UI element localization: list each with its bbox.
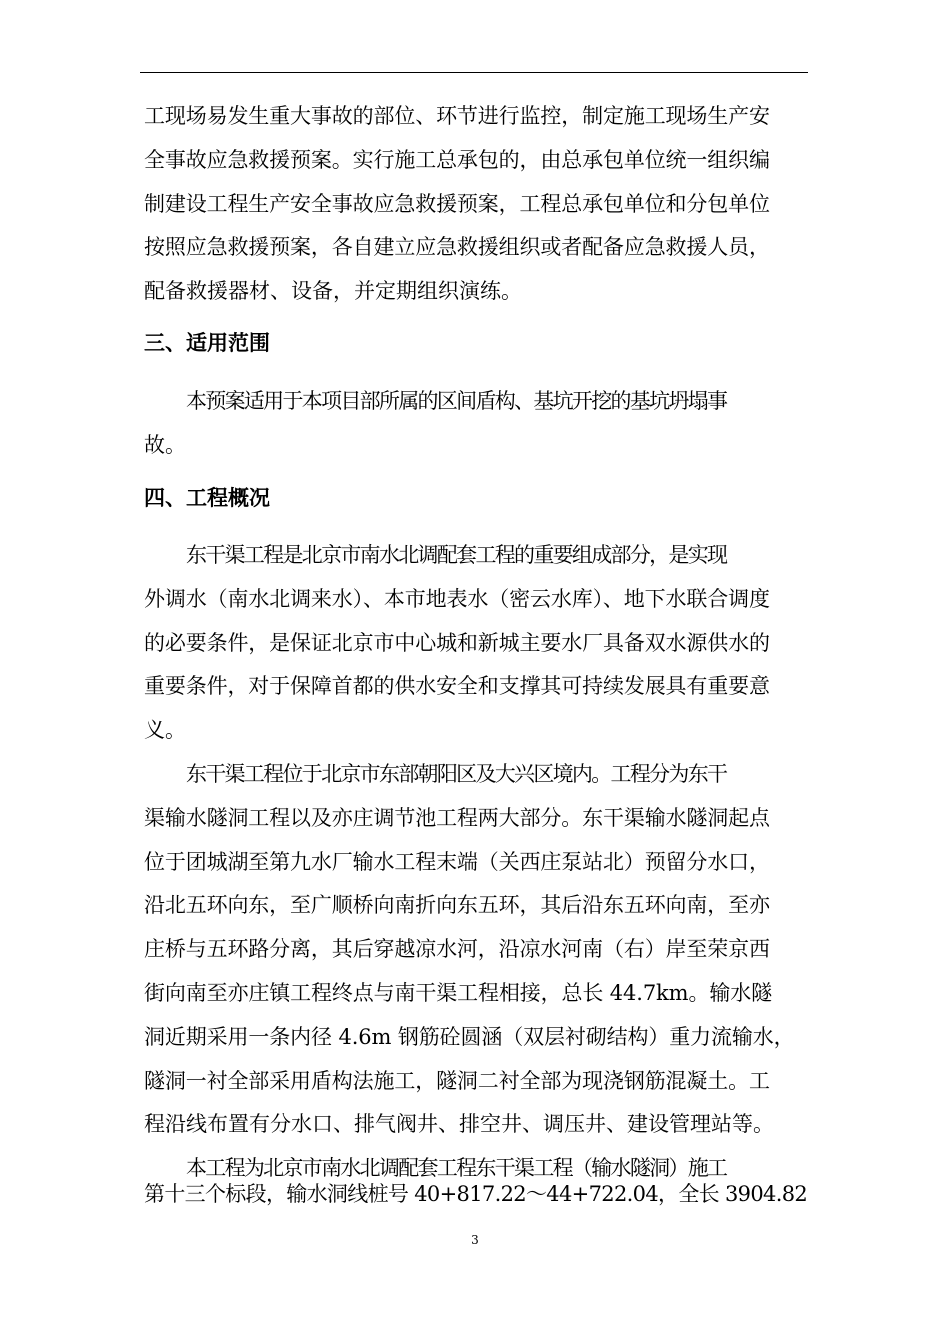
- body-text-line: 工现场易发生重大事故的部位、环节进行监控，制定施工现场生产安: [144, 104, 770, 128]
- page-number: 3: [471, 1233, 479, 1247]
- body-text-line: 本工程为北京市南水北调配套工程东干渠工程（输水隧洞）施工: [186, 1156, 727, 1180]
- body-text-line: 外调水（南水北调来水）、本市地表水（密云水库）、地下水联合调度: [144, 587, 770, 611]
- section-heading-scope: 三、适用范围: [144, 330, 270, 355]
- body-text-line: 隧洞一衬全部采用盾构法施工，隧洞二衬全部为现浇钢筋混凝土。工: [144, 1069, 770, 1093]
- body-text-line: 按照应急救援预案，各自建立应急救援组织或者配备应急救援人员，: [144, 235, 770, 259]
- body-text-line: 制建设工程生产安全事故应急救援预案，工程总承包单位和分包单位: [144, 192, 770, 216]
- body-text-line: 庄桥与五环路分离，其后穿越凉水河，沿凉水河南（右）岸至荣京西: [144, 937, 770, 961]
- body-text-line: 沿北五环向东，至广顺桥向南折向东五环，其后沿东五环向南，至亦: [144, 893, 770, 917]
- body-text-line: 的必要条件，是保证北京市中心城和新城主要水厂具备双水源供水的: [144, 631, 770, 655]
- body-text-line: 故。: [144, 433, 186, 457]
- section-heading-overview: 四、工程概况: [144, 485, 270, 510]
- body-text-line: 东干渠工程是北京市南水北调配套工程的重要组成部分，是实现: [186, 543, 727, 567]
- body-text-line: 第十三个标段，输水洞线桩号 40+817.22～44+722.04，全长 3904.82: [144, 1182, 808, 1206]
- header-rule: [140, 72, 808, 73]
- body-text-line: 位于团城湖至第九水厂输水工程末端（关西庄泵站北）预留分水口，: [144, 850, 770, 874]
- body-text-line: 本预案适用于本项目部所属的区间盾构、基坑开挖的基坑坍塌事: [186, 389, 727, 413]
- body-text-line: 全事故应急救援预案。实行施工总承包的，由总承包单位统一组织编: [144, 148, 770, 172]
- body-text-line: 街向南至亦庄镇工程终点与南干渠工程相接，总长 44.7km。输水隧: [144, 981, 772, 1005]
- body-text-line: 配备救援器材、设备，并定期组织演练。: [144, 279, 522, 303]
- body-text-line: 东干渠工程位于北京市东部朝阳区及大兴区境内。工程分为东干: [186, 762, 727, 786]
- body-text-line: 程沿线布置有分水口、排气阀井、排空井、调压井、建设管理站等。: [144, 1112, 774, 1136]
- body-text-line: 义。: [144, 718, 186, 742]
- body-text-line: 渠输水隧洞工程以及亦庄调节池工程两大部分。东干渠输水隧洞起点: [144, 806, 770, 830]
- body-text-line: 重要条件，对于保障首都的供水安全和支撑其可持续发展具有重要意: [144, 674, 770, 698]
- body-text-line: 洞近期采用一条内径 4.6m 钢筋砼圆涵（双层衬砌结构）重力流输水，: [144, 1025, 795, 1049]
